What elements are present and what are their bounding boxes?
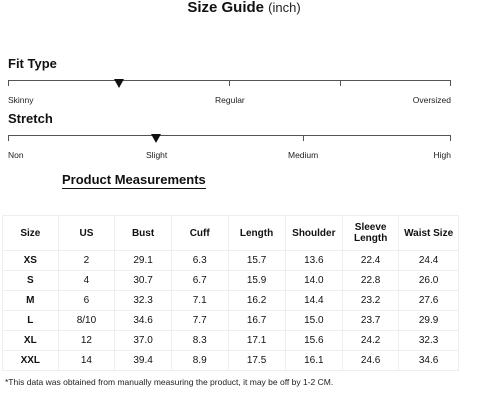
stretch-option-medium: Medium [288, 150, 319, 160]
table-row [3, 291, 459, 311]
unit-label: (inch) [268, 0, 301, 15]
table-cell: 14 [58, 351, 115, 371]
stretch-marker [151, 134, 161, 143]
table-cell: XXL [3, 351, 59, 371]
column-header-shoulder: Shoulder [285, 216, 342, 251]
table-cell: 32.3 [115, 291, 172, 311]
table-row [3, 331, 459, 351]
table-cell: 8/10 [58, 311, 115, 331]
table-cell: 14.0 [285, 271, 342, 291]
table-cell: XL [3, 331, 59, 351]
stretch-scale [8, 135, 451, 143]
measurements-table [2, 215, 459, 371]
fit-type-tick [450, 80, 451, 86]
table-cell: S [3, 271, 59, 291]
table-cell: 2 [58, 251, 115, 271]
table-cell: 6 [58, 291, 115, 311]
size-guide-title: Size Guide [187, 0, 264, 16]
disclaimer-note: *This data was obtained from manually measuring the product, it may be off by 1-2 CM. [5, 377, 334, 387]
table-cell: 30.7 [115, 271, 172, 291]
stretch-label: Stretch [8, 111, 53, 126]
table-cell: 29.1 [115, 251, 172, 271]
column-header-us: US [58, 216, 115, 251]
table-cell: 22.4 [343, 251, 399, 271]
table-cell: 17.5 [228, 351, 285, 371]
stretch-option-slight: Slight [146, 150, 168, 160]
table-cell: 27.6 [399, 291, 459, 311]
table-cell: 7.7 [171, 311, 228, 331]
product-measurements-title: Product Measurements [62, 172, 206, 187]
table-cell: 16.7 [228, 311, 285, 331]
column-header-sleeve-length: Sleeve Length [343, 216, 399, 251]
table-cell: 15.9 [228, 271, 285, 291]
table-cell: 26.0 [399, 271, 459, 291]
column-header-length: Length [228, 216, 285, 251]
table-cell: M [3, 291, 59, 311]
table-cell: 8.9 [171, 351, 228, 371]
fit-option-skinny: Skinny [8, 95, 34, 105]
table-cell: 34.6 [399, 351, 459, 371]
table-header-row [3, 216, 459, 251]
table-cell: 29.9 [399, 311, 459, 331]
table-cell: 24.6 [343, 351, 399, 371]
fit-type-scale [8, 80, 451, 88]
table-cell: 12 [58, 331, 115, 351]
table-cell: 7.1 [171, 291, 228, 311]
table-cell: 22.8 [343, 271, 399, 291]
fit-type-tick [340, 80, 341, 86]
fit-type-tick [229, 80, 230, 86]
stretch-option-non: Non [8, 150, 24, 160]
table-cell: 24.2 [343, 331, 399, 351]
stretch-tick [303, 135, 304, 141]
fit-option-regular: Regular [215, 95, 245, 105]
fit-option-oversized: Oversized [412, 95, 451, 105]
table-cell: 16.2 [228, 291, 285, 311]
table-cell: 4 [58, 271, 115, 291]
table-cell: XS [3, 251, 59, 271]
column-header-bust: Bust [115, 216, 172, 251]
table-cell: 34.6 [115, 311, 172, 331]
stretch-options [8, 150, 451, 162]
fit-type-tick [8, 80, 9, 86]
stretch-scale-line [8, 135, 451, 136]
table-cell: L [3, 311, 59, 331]
table-cell: 17.1 [228, 331, 285, 351]
column-header-size: Size [3, 216, 59, 251]
table-cell: 23.2 [343, 291, 399, 311]
table-row [3, 271, 459, 291]
page-title [0, 0, 488, 16]
table-cell: 6.3 [171, 251, 228, 271]
table-cell: 13.6 [285, 251, 342, 271]
table-cell: 8.3 [171, 331, 228, 351]
table-row [3, 311, 459, 331]
fit-type-marker [114, 79, 124, 88]
table-cell: 32.3 [399, 331, 459, 351]
table-cell: 24.4 [399, 251, 459, 271]
fit-type-label: Fit Type [8, 56, 57, 71]
table-cell: 16.1 [285, 351, 342, 371]
table-cell: 6.7 [171, 271, 228, 291]
stretch-tick [450, 135, 451, 141]
stretch-tick [8, 135, 9, 141]
table-cell: 15.6 [285, 331, 342, 351]
table-cell: 37.0 [115, 331, 172, 351]
table-cell: 14.4 [285, 291, 342, 311]
table-cell: 39.4 [115, 351, 172, 371]
column-header-cuff: Cuff [171, 216, 228, 251]
table-row [3, 251, 459, 271]
table-cell: 23.7 [343, 311, 399, 331]
table-cell: 15.7 [228, 251, 285, 271]
column-header-waist-size: Waist Size [399, 216, 459, 251]
table-row [3, 351, 459, 371]
fit-type-options [8, 95, 451, 107]
table-cell: 15.0 [285, 311, 342, 331]
stretch-option-high: High [433, 150, 451, 160]
